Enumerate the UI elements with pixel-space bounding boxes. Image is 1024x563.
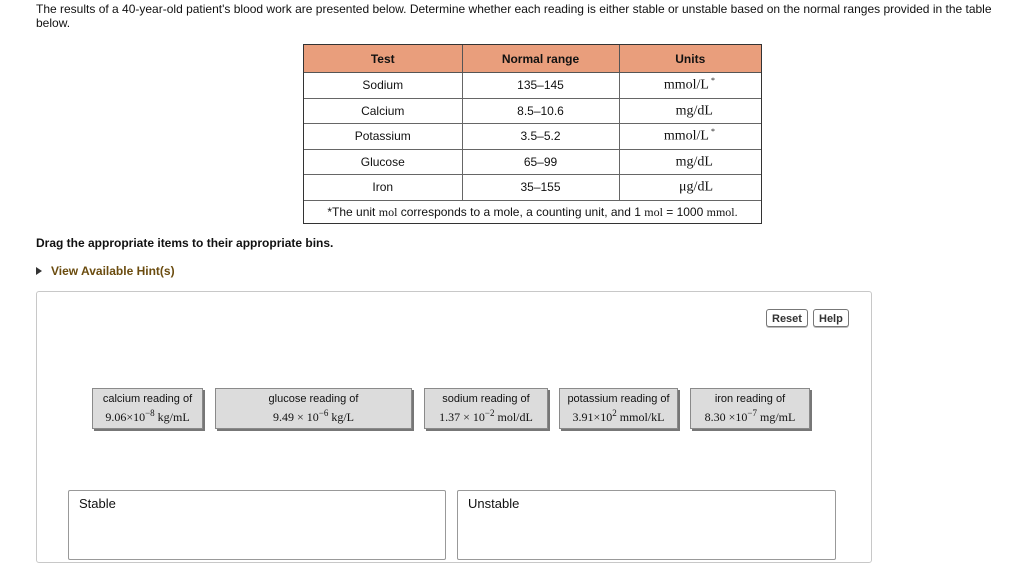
- test-name: Calcium: [304, 98, 462, 124]
- item-value: $9.49 \times 10^{-6}$ kg/L: [272, 408, 355, 424]
- normal-range: 135–145: [462, 73, 619, 99]
- header-normal-range: Normal range: [462, 45, 619, 73]
- table-row: [304, 124, 761, 150]
- item-label: potassium reading of: [567, 393, 670, 405]
- help-button[interactable]: Help: [813, 309, 849, 327]
- question-text: The results of a 40-year-old patient's blood work are presented below. Determine whether each reading is either stable or unstable based on the normal ranges provided in the table below.: [36, 2, 992, 30]
- unit: mmol/L *: [619, 124, 761, 150]
- reset-button[interactable]: Reset: [766, 309, 808, 327]
- item-value: $8.30 \times 10^{-7}$ mg/mL: [704, 408, 796, 424]
- table-row: [304, 149, 761, 175]
- item-value: $9.06\times 10^{-8}$ kg/mL: [105, 408, 190, 424]
- unstable-bin-label: Unstable: [468, 496, 520, 511]
- item-value: $1.37 \times 10^{-2}$ mol/dL: [439, 408, 533, 424]
- draggable-item-sodium[interactable]: [424, 388, 548, 429]
- table-row: [304, 73, 761, 99]
- unstable-bin[interactable]: [457, 490, 836, 560]
- test-name: Glucose: [304, 149, 462, 175]
- draggable-item-iron[interactable]: [690, 388, 810, 429]
- item-label: sodium reading of: [442, 393, 530, 405]
- draggable-item-glucose[interactable]: [215, 388, 412, 429]
- drag-instruction: Drag the appropriate items to their appropriate bins.: [36, 236, 334, 250]
- normal-range: 8.5–10.6: [462, 98, 619, 124]
- item-value: $3.91\times 10^2$ mmol/kL: [572, 408, 665, 424]
- caret-right-icon: [36, 267, 42, 275]
- table-footnote: *The unit mol corresponds to a mole, a counting unit, and 1 mol = 1000 mmol.: [327, 204, 738, 219]
- stable-bin[interactable]: [68, 490, 446, 560]
- test-name: Sodium: [304, 73, 462, 99]
- draggable-item-potassium[interactable]: [559, 388, 678, 429]
- normal-range-table: [303, 44, 762, 224]
- normal-range: 35–155: [462, 175, 619, 201]
- test-name: Iron: [304, 175, 462, 201]
- view-hints-link[interactable]: [36, 264, 175, 278]
- unit: mmol/L *: [619, 73, 761, 99]
- stable-bin-label: Stable: [79, 496, 116, 511]
- draggable-item-calcium[interactable]: [92, 388, 203, 429]
- normal-range: 65–99: [462, 149, 619, 175]
- unit: mg/dL: [619, 149, 761, 175]
- item-label: iron reading of: [714, 393, 786, 405]
- header-units: Units: [619, 45, 761, 73]
- unit: mg/dL: [619, 98, 761, 124]
- header-test: Test: [304, 45, 462, 73]
- test-name: Potassium: [304, 124, 462, 150]
- view-hints-label: View Available Hint(s): [51, 264, 175, 278]
- unit: μg/dL: [619, 175, 761, 201]
- item-label: glucose reading of: [268, 393, 359, 405]
- item-label: calcium reading of: [102, 393, 193, 405]
- normal-range: 3.5–5.2: [462, 124, 619, 150]
- table-row: [304, 175, 761, 201]
- table-row: [304, 98, 761, 124]
